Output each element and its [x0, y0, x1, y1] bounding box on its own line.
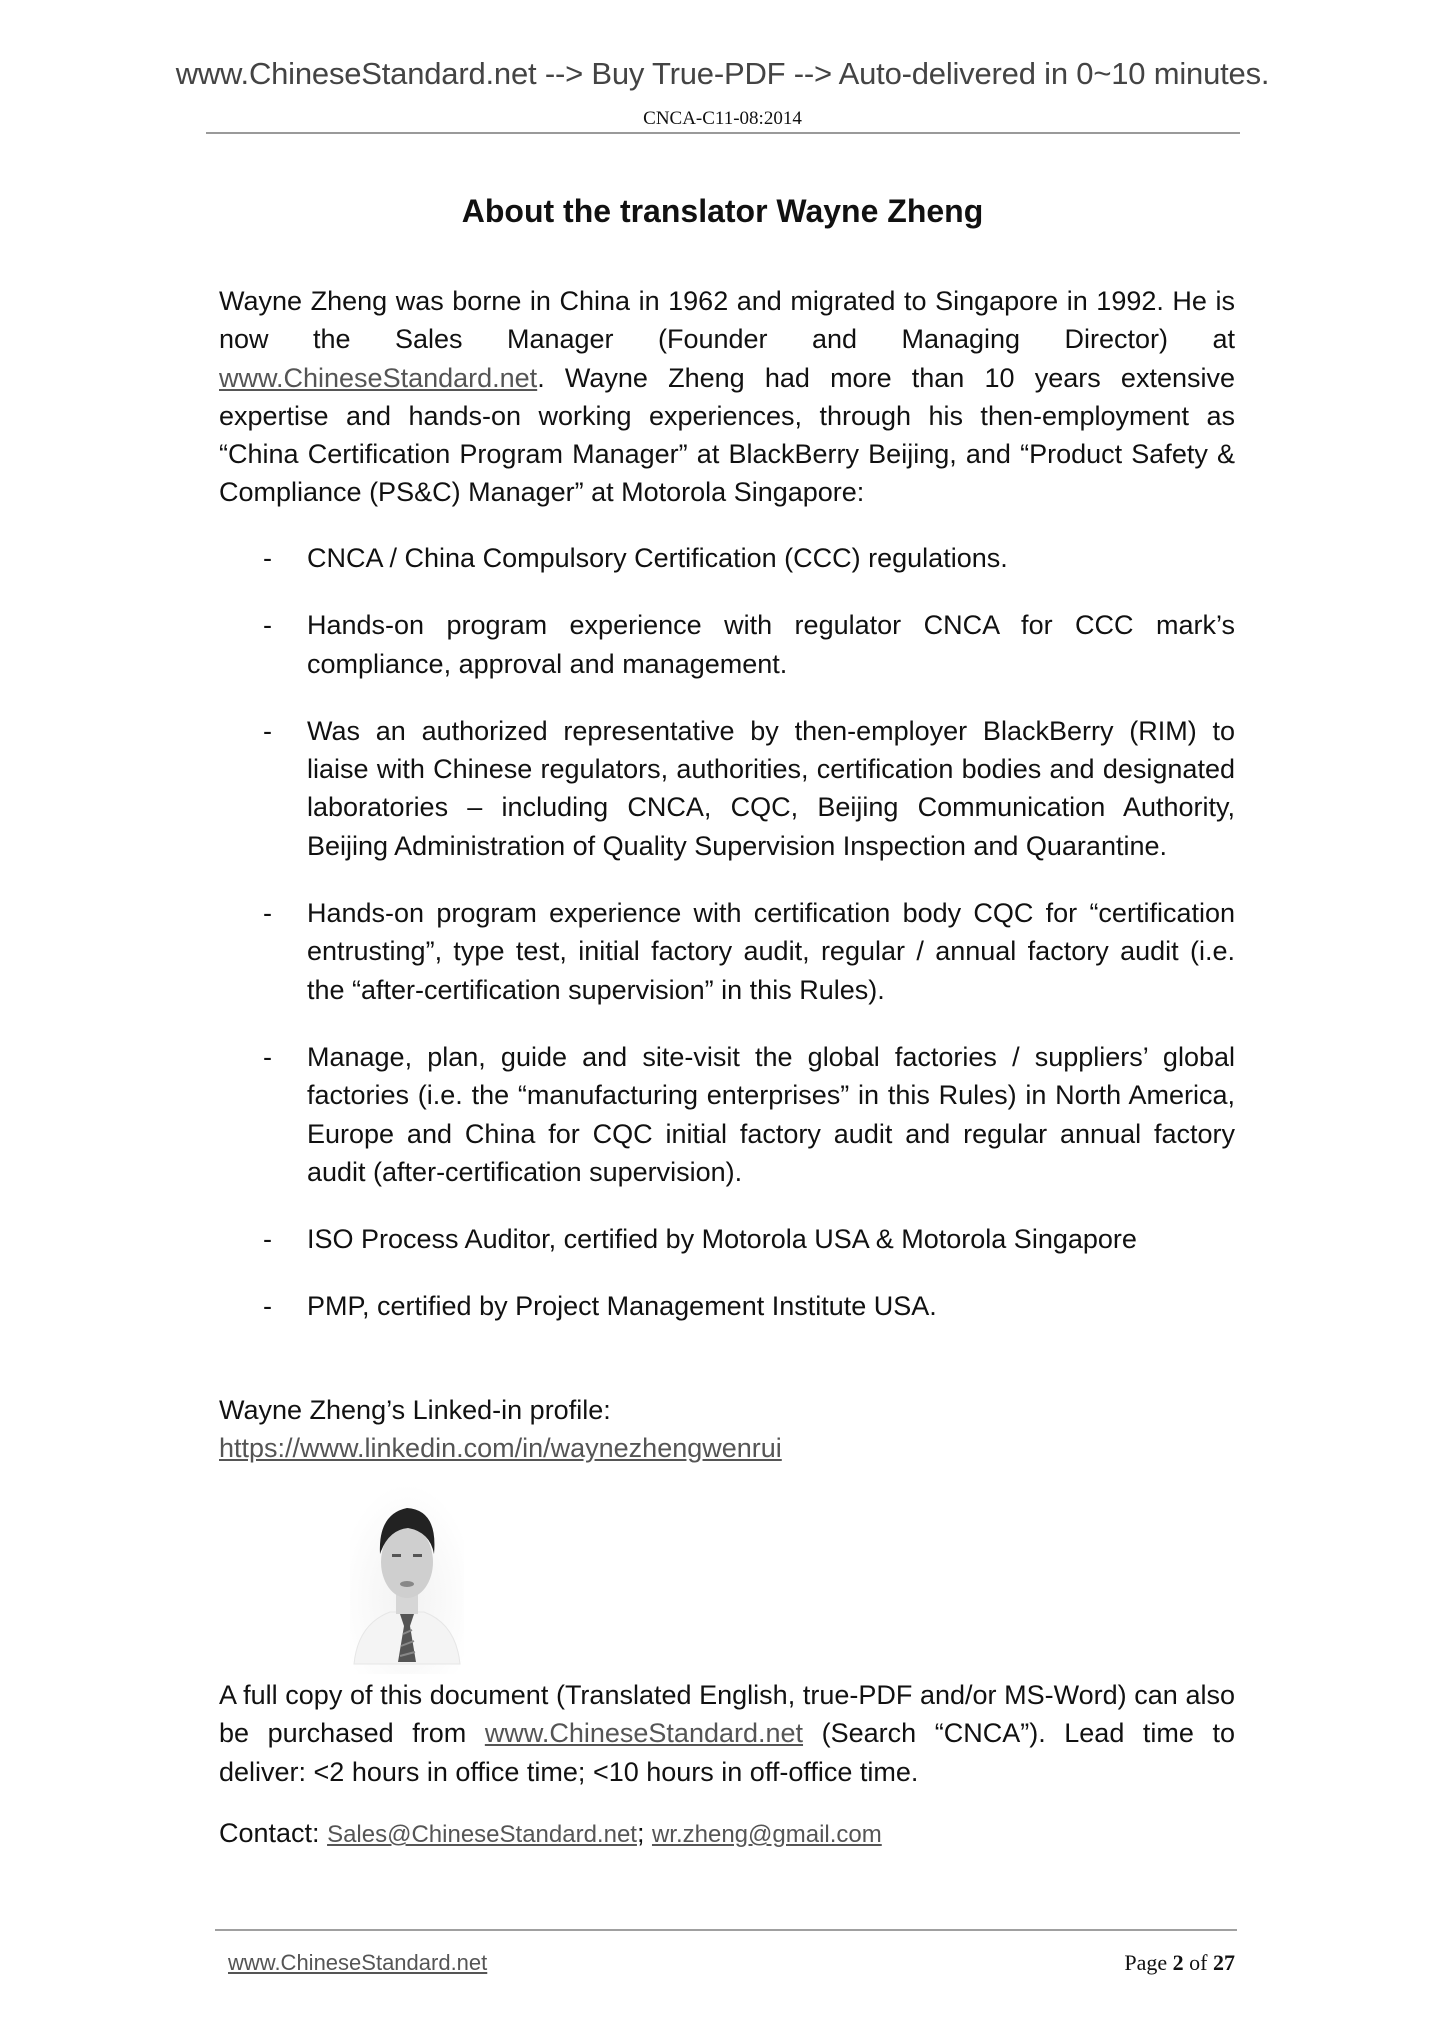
- document-code: CNCA-C11-08:2014: [643, 108, 802, 129]
- list-item: [219, 712, 1235, 865]
- linkedin-link[interactable]: https://www.linkedin.com/in/waynezhengwenrui: [219, 1433, 782, 1464]
- page-prefix: Page: [1124, 1950, 1173, 1975]
- list-item-text: Hands-on program experience with regulator CNCA for CCC mark’s compliance, approval and management.: [307, 610, 1235, 679]
- purchase-link[interactable]: www.ChineseStandard.net: [484, 1718, 804, 1749]
- experience-list: [219, 539, 1235, 1355]
- header-divider: [206, 132, 1240, 134]
- list-item-text: PMP, certified by Project Management Institute USA.: [307, 1291, 937, 1322]
- footer-divider: [215, 1929, 1237, 1931]
- list-item-text: Was an authorized representative by then-employer BlackBerry (RIM) to liaise with Chinese regulators, authorities, certification bodies and designated laboratories – including CNCA, CQC, Beijing Communication Authority, Beijing Administration of Quality Supervision Inspection and Quarantine.: [307, 715, 1235, 861]
- sales-email-link[interactable]: Sales@ChineseStandard.net: [327, 1821, 637, 1848]
- dash-bullet-icon: -: [263, 898, 272, 929]
- dash-bullet-icon: -: [263, 543, 272, 573]
- purchase-text-2: (Search “CNCA”). Lead time to deliver: <2 hours in office time; <10 hours in off-office time.: [219, 1718, 1235, 1787]
- translator-photo: [350, 1484, 464, 1674]
- person-portrait-icon: [350, 1484, 464, 1674]
- list-item: [219, 894, 1235, 1009]
- list-item-text: CNCA / China Compulsory Certification (CCC) regulations.: [307, 543, 1008, 573]
- top-banner: www.ChineseStandard.net --> Buy True-PDF --> Auto-delivered in 0~10 minutes.: [175, 56, 1270, 91]
- linkedin-label: Wayne Zheng’s Linked-in profile:: [219, 1395, 611, 1425]
- chinesestandard-link[interactable]: www.ChineseStandard.net: [219, 362, 538, 393]
- page-number: [1124, 1950, 1235, 1976]
- contact-label: Contact:: [219, 1818, 328, 1848]
- intro-paragraph: [219, 282, 1235, 512]
- purchase-text-1: A full copy of this document (Translated English, true-PDF and/or MS-Word) can also be purchased from: [219, 1680, 1235, 1749]
- dash-bullet-icon: -: [263, 1291, 272, 1322]
- contact-separator: ;: [636, 1818, 652, 1848]
- intro-text-1: Wayne Zheng was borne in China in 1962 and migrated to Singapore in 1992. He is now the Sales Manager (Founder and Managing Director) at: [219, 286, 1235, 355]
- list-item-text: ISO Process Auditor, certified by Motorola USA & Motorola Singapore: [307, 1224, 1137, 1255]
- purchase-paragraph: [219, 1676, 1235, 1791]
- dash-bullet-icon: -: [263, 1224, 272, 1255]
- list-item: [219, 1220, 1235, 1258]
- dash-bullet-icon: -: [263, 610, 272, 641]
- contact-line: [219, 1814, 1235, 1854]
- page-total: 27: [1213, 1950, 1235, 1975]
- footer-link[interactable]: www.ChineseStandard.net: [228, 1950, 488, 1975]
- list-item: [219, 539, 1235, 577]
- personal-email-link[interactable]: wr.zheng@gmail.com: [651, 1821, 882, 1848]
- list-item: [219, 1287, 1235, 1325]
- list-item-text: Hands-on program experience with certification body CQC for “certification entrusting”, type test, initial factory audit, regular / annual factory audit (i.e. the “after-certification supervision” in this Rules).: [307, 898, 1235, 1005]
- dash-bullet-icon: -: [263, 715, 272, 746]
- list-item: [219, 606, 1235, 683]
- page-of: of: [1183, 1950, 1213, 1975]
- intro-text-2: . Wayne Zheng had more than 10 years extensive expertise and hands-on working experiences, through his then-employment as “China Certification Program Manager” at BlackBerry Beijing, and “Product Safety & Compliance (PS&C) Manager” at Motorola Singapore:: [219, 362, 1235, 508]
- page-current: 2: [1172, 1950, 1184, 1975]
- list-item: [219, 1038, 1235, 1191]
- list-item-text: Manage, plan, guide and site-visit the global factories / suppliers’ global factories (i.e. the “manufacturing enterprises” in this Rules) in North America, Europe and China for CQC initial factory audit and regular annual factory audit (after-certification supervision).: [307, 1041, 1235, 1187]
- page-title: About the translator Wayne Zheng: [461, 193, 984, 229]
- linkedin-section: [219, 1391, 1235, 1468]
- dash-bullet-icon: -: [263, 1041, 272, 1072]
